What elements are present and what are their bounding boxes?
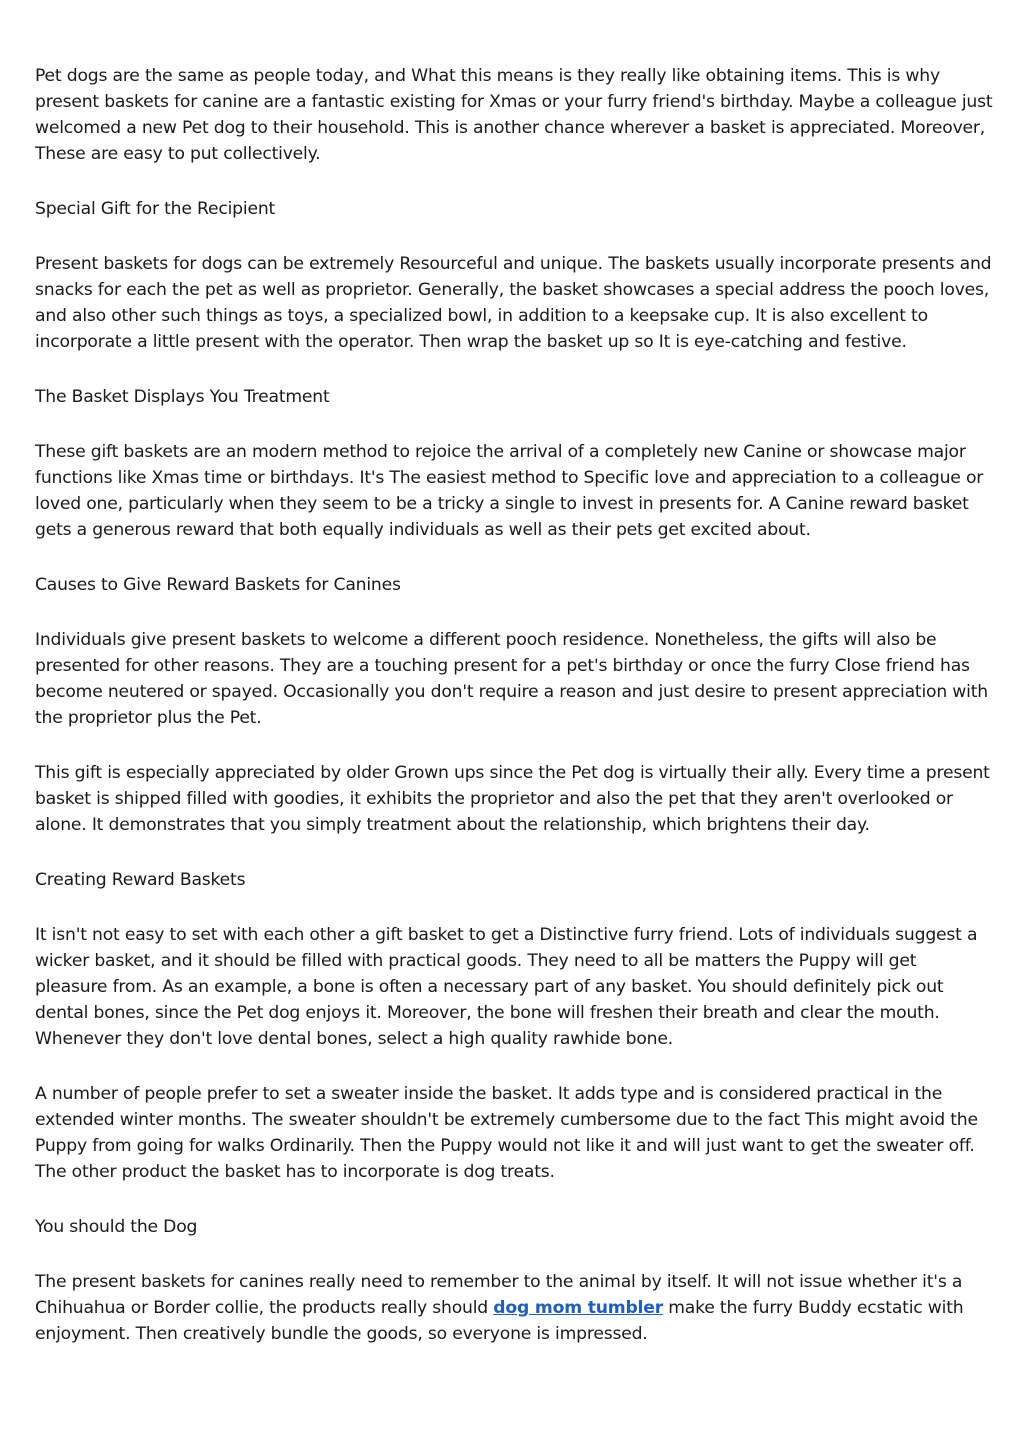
paragraph-basket-displays: These gift baskets are an modern method to rejoice the arrival of a completely new Canine or showcase major functions like Xmas time or birthdays. It's The easiest method to Specific love and appreciation to a colleague or loved one, particularly when they seem to be a tricky a single to invest in presents for. A Canine reward basket gets a generous reward that both equally individuals as well as their pets get excited about. bbox=[35, 442, 984, 540]
paragraph-special-gift: Present baskets for dogs can be extremely Resourceful and unique. The baskets usually incorporate presents and snacks for each the pet as well as proprietor. Generally, the basket showcases a special address the pooch loves, and also other such things as toys, a specialized bowl, in addition to a keepsake cup. It is also excellent to incorporate a little present with the operator. Then wrap the basket up so It is eye-catching and festive. bbox=[35, 254, 992, 352]
paragraph-creating-1: It isn't not easy to set with each other a gift basket to get a Distinctive furry friend. Lots of individuals suggest a wicker basket, and it should be filled with practical goods. They need to all be matters the Puppy will get pleasure from. As an example, a bone is often a necessary part of any basket. You should definitely pick out dental bones, since the Pet dog enjoys it. Moreover, the bone will freshen their breath and clear the mouth. Whenever they don't love dental bones, select a high quality rawhide bone. bbox=[35, 925, 978, 1049]
heading-creating: Creating Reward Baskets bbox=[35, 870, 246, 890]
heading-causes: Causes to Give Reward Baskets for Canines bbox=[35, 575, 401, 595]
final-text-after: make the furry Buddy ecstatic with enjoyment. Then creatively bundle the goods, so everyone is impressed. bbox=[35, 1298, 964, 1344]
document-body bbox=[35, 63, 993, 1376]
paragraph-final bbox=[35, 1269, 993, 1347]
final-text-before: The present baskets for canines really need to remember to the animal by itself. It will not issue whether it's a Chihuahua or Border collie, the products really should bbox=[35, 1272, 963, 1318]
paragraph-intro: Pet dogs are the same as people today, and What this means is they really like obtaining items. This is why present baskets for canine are a fantastic existing for Xmas or your furry friend's birthday. Maybe a colleague just welcomed a new Pet dog to their household. This is another chance wherever a basket is appreciated. Moreover, These are easy to put collectively. bbox=[35, 66, 993, 164]
paragraph-causes-1: Individuals give present baskets to welcome a different pooch residence. Nonetheless, the gifts will also be presented for other reasons. They are a touching present for a pet's birthday or once the furry Close friend has become neutered or spayed. Occasionally you don't require a reason and just desire to present appreciation with the proprietor plus the Pet. bbox=[35, 630, 988, 728]
paragraph-creating-2: A number of people prefer to set a sweater inside the basket. It adds type and is considered practical in the extended winter months. The sweater shouldn't be extremely cumbersome due to the fact This might avoid the Puppy from going for walks Ordinarily. Then the Puppy would not like it and will just want to get the sweater off. The other product the basket has to incorporate is dog treats. bbox=[35, 1084, 978, 1182]
paragraph-causes-2: This gift is especially appreciated by older Grown ups since the Pet dog is virtually their ally. Every time a present basket is shipped filled with goodies, it exhibits the proprietor and also the pet that they aren't overlooked or alone. It demonstrates that you simply treatment about the relationship, which brightens their day. bbox=[35, 763, 990, 835]
heading-basket-displays: The Basket Displays You Treatment bbox=[35, 387, 330, 407]
heading-dog: You should the Dog bbox=[35, 1217, 198, 1237]
dog-mom-tumbler-link[interactable]: dog mom tumbler bbox=[493, 1298, 663, 1318]
heading-special-gift: Special Gift for the Recipient bbox=[35, 199, 276, 219]
